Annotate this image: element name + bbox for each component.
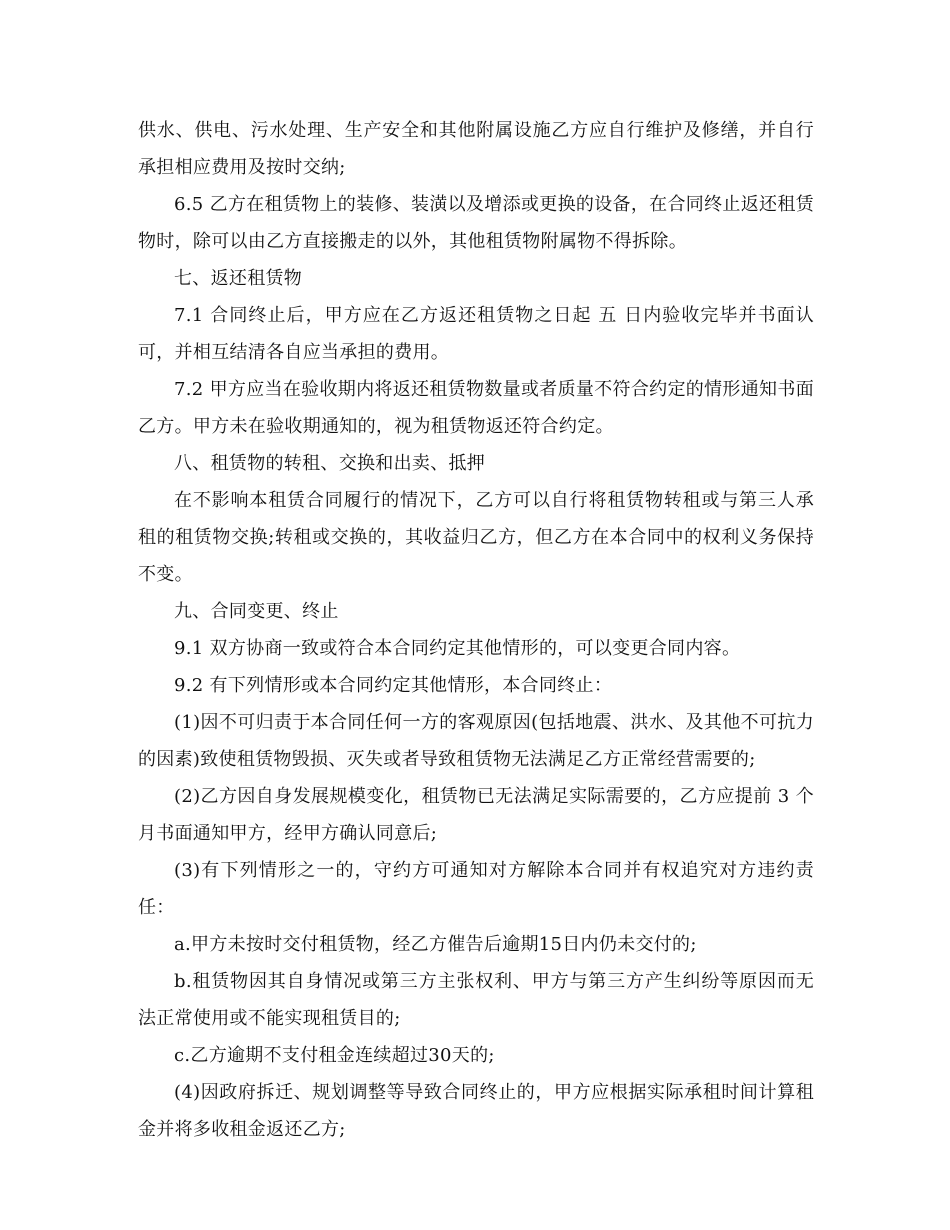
paragraph-item-3: (3)有下列情形之一的，守约方可通知对方解除本合同并有权追究对方违约责任： <box>138 860 814 918</box>
paragraph-clause-7-2: 7.2 甲方应当在验收期内将返还租赁物数量或者质量不符合约定的情形通知书面乙方。甲方未在验收期通知的，视为租赁物返还符合约定。 <box>138 379 814 437</box>
paragraph-item-2: (2)乙方因自身发展规模变化，租赁物已无法满足实际需要的，乙方应提前 3 个月书面通知甲方，经甲方确认同意后; <box>138 786 814 844</box>
paragraph-item-c: c.乙方逾期不支付租金连续超过30天的; <box>174 1045 495 1066</box>
section-heading-8: 八、租赁物的转租、交换和出卖、抵押 <box>174 453 486 474</box>
document-body <box>138 112 814 1148</box>
paragraph-clause-6-5: 6.5 乙方在租赁物上的装修、装潢以及增添或更换的设备，在合同终止返还租赁物时，除可以由乙方直接搬走的以外，其他租赁物附属物不得拆除。 <box>138 194 814 252</box>
paragraph-item-1: (1)因不可归责于本合同任何一方的客观原因(包括地震、洪水、及其他不可抗力的因素)致使租赁物毁损、灭失或者导致租赁物无法满足乙方正常经营需要的; <box>138 712 814 770</box>
paragraph-clause-9-2: 9.2 有下列情形或本合同约定其他情形，本合同终止： <box>174 675 613 696</box>
paragraph-item-b: b.租赁物因其自身情况或第三方主张权利、甲方与第三方产生纠纷等原因而无法正常使用或不能实现租赁目的; <box>138 971 814 1029</box>
section-heading-9: 九、合同变更、终止 <box>174 601 339 622</box>
section-heading-7: 七、返还租赁物 <box>174 268 303 289</box>
paragraph-item-4: (4)因政府拆迁、规划调整等导致合同终止的，甲方应根据实际承租时间计算租金并将多收租金返还乙方; <box>138 1082 814 1140</box>
paragraph-sublease: 在不影响本租赁合同履行的情况下，乙方可以自行将租赁物转租或与第三人承租的租赁物交换;转租或交换的，其收益归乙方，但乙方在本合同中的权利义务保持不变。 <box>138 490 814 585</box>
paragraph-facilities-maintenance: 供水、供电、污水处理、生产安全和其他附属设施乙方应自行维护及修缮，并自行承担相应费用及按时交纳; <box>138 120 814 178</box>
paragraph-clause-7-1: 7.1 合同终止后，甲方应在乙方返还租赁物之日起 五 日内验收完毕并书面认可，并相互结清各自应当承担的费用。 <box>138 305 814 363</box>
paragraph-item-a: a.甲方未按时交付租赁物，经乙方催告后逾期15日内仍未交付的; <box>174 934 697 955</box>
paragraph-clause-9-1: 9.1 双方协商一致或符合本合同约定其他情形的，可以变更合同内容。 <box>174 638 741 659</box>
